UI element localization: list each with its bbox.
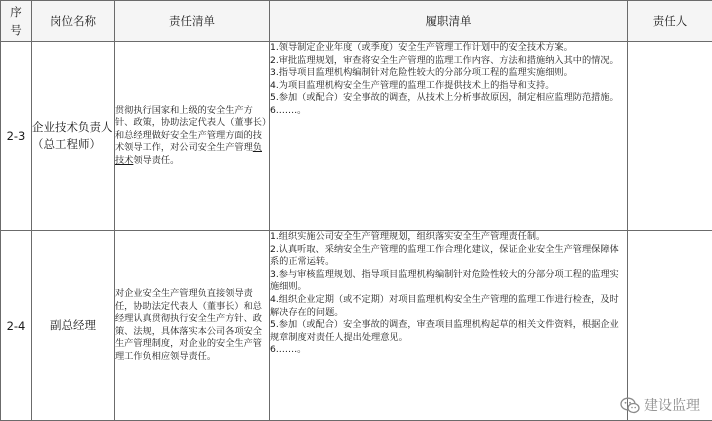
header-seq [1,1,32,42]
task-item: 6.……。 [270,344,627,357]
watermark-text: 建设监理 [644,395,700,415]
task-item: 3.参与审核监理规划、指导项目监理机构编制针对危险性较大的分部分项工程的监理实施细则。 [270,269,627,294]
table-row [1,42,712,231]
task-item: 5.参加（或配合）安全事故的调查，审查项目监理机构起草的相关文件资料，根据企业规章制度对责任人提出处理意见。 [270,319,627,344]
duty-text: 贯彻执行国家和上级的安全生产方针、政策，协助法定代表人（董事长）和总经理做好安全生产管理方面的技术领导工作，对公司安全生产管理 [115,105,267,154]
task-item: 4.为项目监理机构安全生产管理的监理工作提供技术上的指导和支持。 [270,80,627,93]
watermark [620,395,700,415]
header-seq-line1: 序 [1,3,31,21]
task-item: 5.参加（或配合）安全事故的调查，从技术上分析事故原因，制定相应监理防范措施。 [270,92,627,105]
header-position: 岗位名称 [32,1,115,42]
table-row [1,231,712,421]
header-seq-line2: 号 [1,21,31,39]
task-item: 1.领导制定企业年度（或季度）安全生产管理工作计划中的安全技术方案。 [270,42,627,55]
task-item: 4.组织企业定期（或不定期）对项目监理机构安全生产管理的监理工作进行检查，及时解决存在的问题。 [270,294,627,319]
task-item: 2.认真听取、采纳安全生产管理的监理工作合理化建议，保证企业安全生产管理保障体系的正常运转。 [270,244,627,269]
task-item: 2.审批监理规划，审查将安全生产管理的监理工作内容、方法和措施纳入其中的情况。 [270,55,627,68]
header-duties: 责任清单 [115,1,270,42]
task-item: 6.……。 [270,105,627,118]
duty-text-end: 领导责任。 [133,155,179,166]
task-item: 3.指导项目监理机构编制针对危险性较大的分部分项工程的监理实施细则。 [270,67,627,80]
row-position: 副总经理 [32,231,115,421]
task-item: 1.组织实施公司安全生产管理规划，组织落实安全生产管理责任制。 [270,231,627,244]
row-position: 企业技术负责人（总工程师） [32,42,115,231]
duty-underlined-text: 负技术 [115,142,262,166]
row-seq: 2-3 [1,42,32,231]
row-owner [628,42,712,231]
row-seq: 2-4 [1,231,32,421]
row-duties [115,42,270,231]
header-row [1,1,712,42]
row-duties: 对企业安全生产管理负直接领导责任，协助法定代表人（董事长）和总经理认真贯彻执行安全生产方针、政策、法规，具体落实本公司各项安全生产管理制度，对企业的安全生产管理工作负相应领导责任。 [115,231,270,421]
row-tasks [270,42,628,231]
row-tasks [270,231,628,421]
wechat-icon [620,397,640,414]
header-tasks: 履职清单 [270,1,628,42]
header-owner: 责任人 [628,1,712,42]
row-owner [628,231,712,421]
